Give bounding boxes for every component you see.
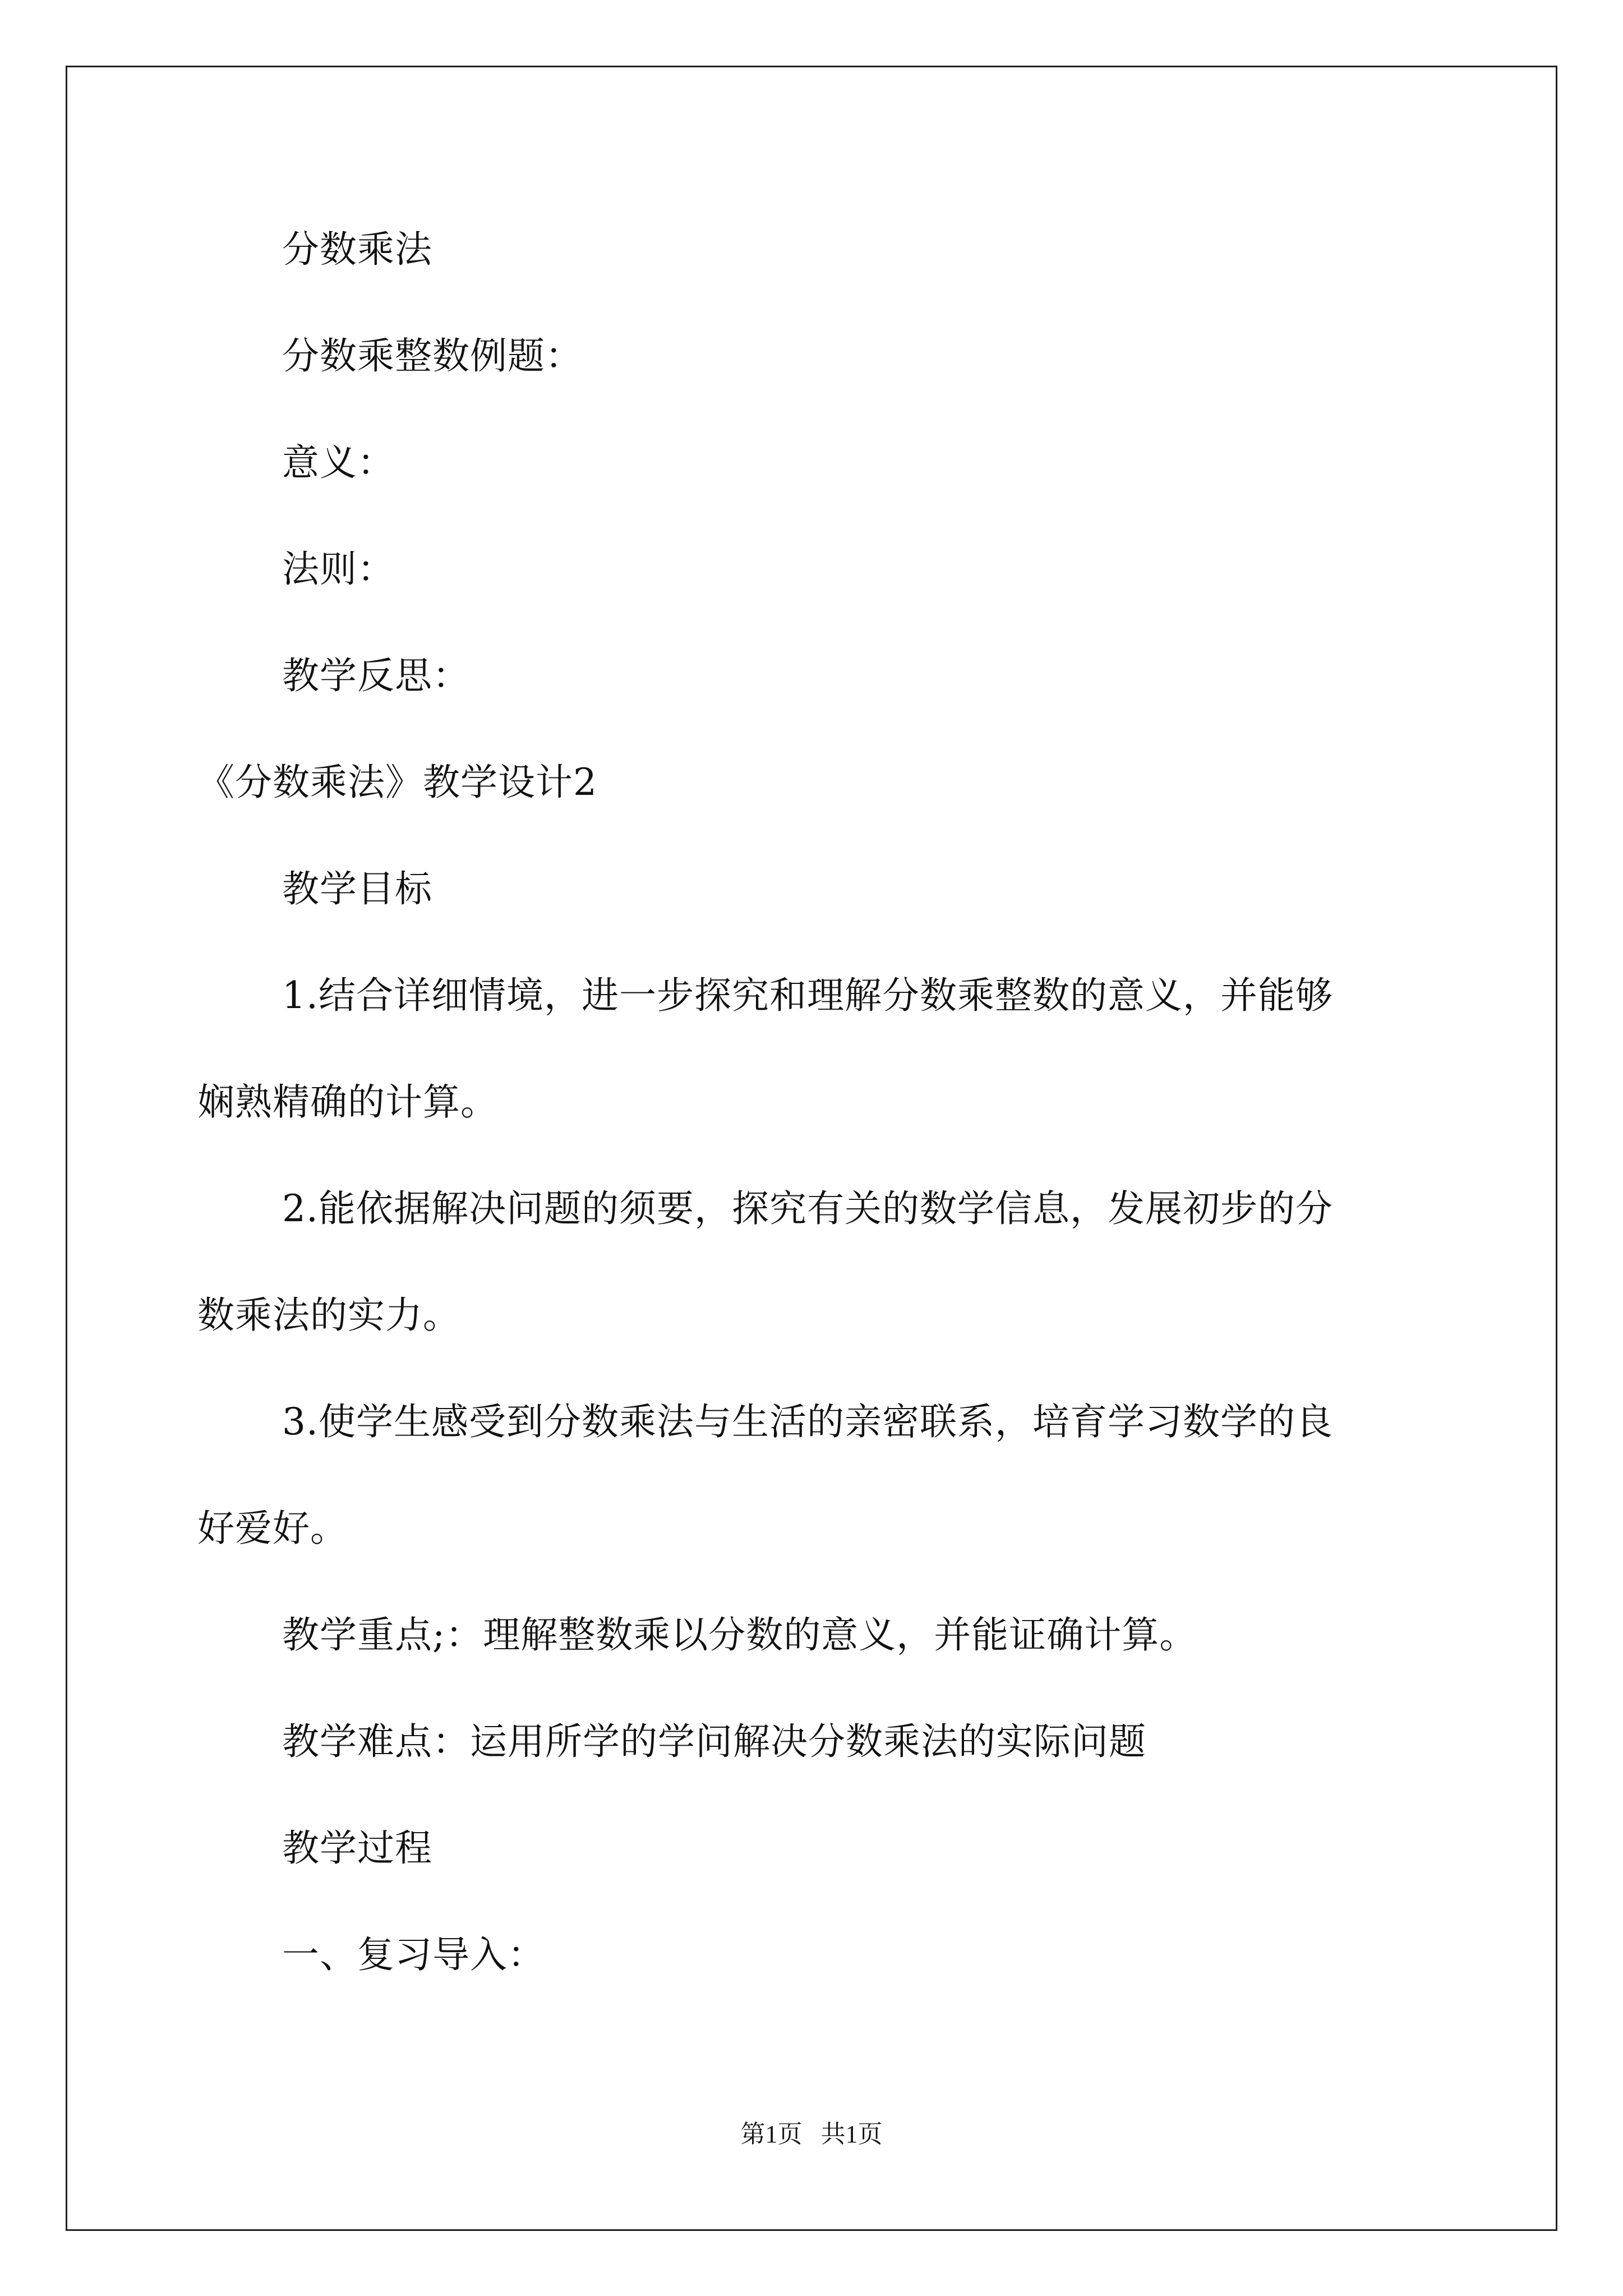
objective-2-line-1: 2.能依据解决问题的须要，探究有关的数学信息，发展初步的分 [282,1187,1333,1230]
text-line-example-heading: 分数乘整数例题： [282,334,583,378]
page-border [66,66,1557,2231]
text-line-process: 教学过程 [282,1826,432,1870]
objective-1-line-1: 1.结合详细情境，进一步探究和理解分数乘整数的意义，并能够 [282,974,1333,1017]
section-heading-design-2: 《分数乘法》教学设计2 [197,761,597,804]
text-line-meaning: 意义： [282,441,395,484]
text-line-objectives: 教学目标 [282,867,432,910]
objective-3-line-1: 3.使学生感受到分数乘法与生活的亲密联系，培育学习数学的良 [282,1400,1333,1443]
text-line-reflection: 教学反思： [282,654,470,697]
text-line-difficulty: 教学难点：运用所学的学问解决分数乘法的实际问题 [282,1720,1146,1763]
objective-2-line-2: 数乘法的实力。 [197,1294,460,1337]
text-line-review-intro: 一、复习导入： [282,1933,545,1976]
text-line-rule: 法则： [282,547,395,591]
text-line-key-point: 教学重点;：理解整数乘以分数的意义，并能证确计算。 [282,1613,1197,1657]
text-line-title-fraction-multiplication: 分数乘法 [282,228,432,271]
objective-1-line-2: 娴熟精确的计算。 [197,1080,498,1124]
page-number-footer: 第1页 共1页 [740,2120,883,2148]
objective-3-line-2: 好爱好。 [197,1507,348,1550]
